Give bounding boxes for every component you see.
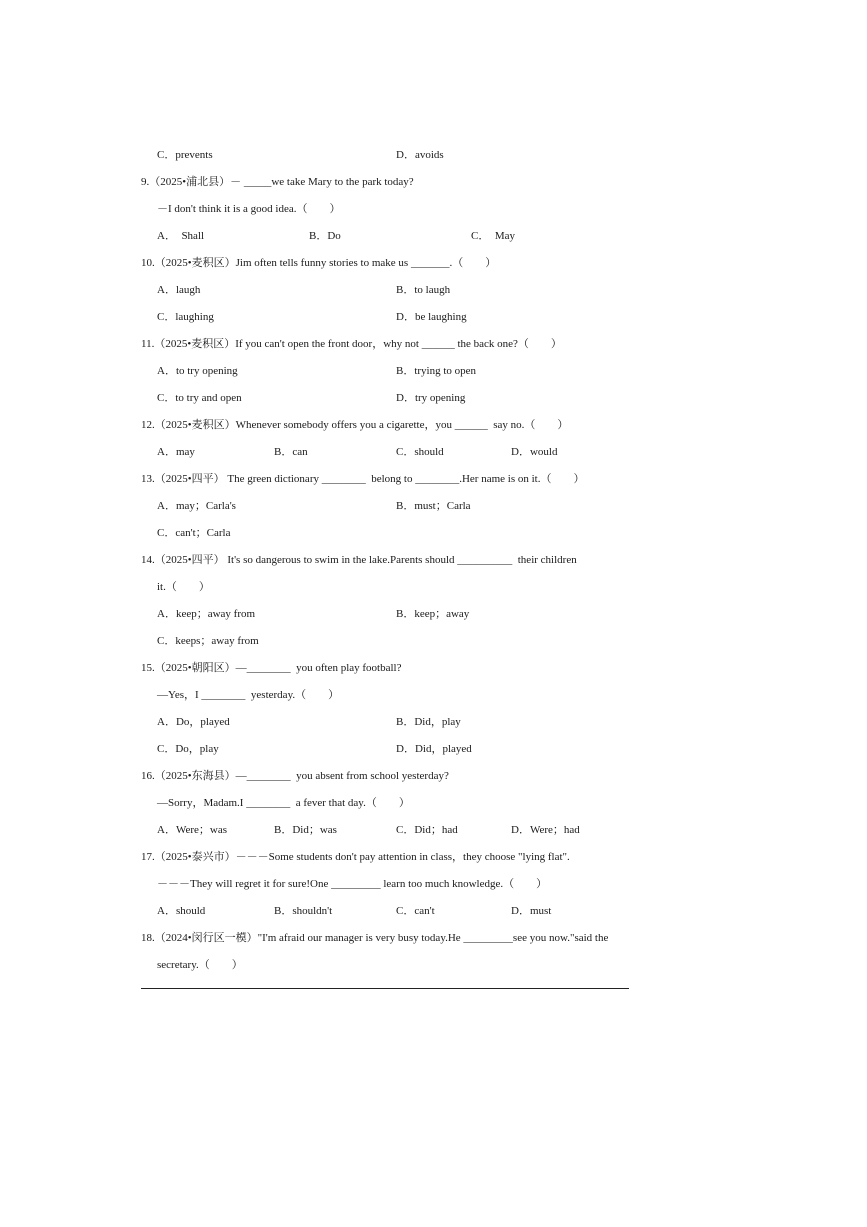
option-b: B．Do — [309, 230, 341, 242]
option-c: C．Did；had — [396, 824, 458, 836]
option-d: D．would — [511, 446, 558, 458]
option-a: A．laugh — [157, 284, 201, 296]
option-c: C．prevents — [157, 149, 213, 161]
question-12: 12.（2025•麦积区）Whenever somebody offers you a cigarette，you ______ say no.（ ） — [141, 419, 569, 431]
question-9-reply: －I don't think it is a good idea.（ ） — [157, 203, 341, 215]
option-b: B．can — [274, 446, 308, 458]
option-c: C． May — [471, 230, 515, 242]
option-a: A．to try opening — [157, 365, 238, 377]
option-c: C．laughing — [157, 311, 214, 323]
option-c: C．can't — [396, 905, 435, 917]
option-b: B．to laugh — [396, 284, 451, 296]
question-14: 14.（2025•四平） It's so dangerous to swim in the lake.Parents should __________ their children — [141, 554, 577, 566]
question-16-reply: —Sorry，Madam.I ________ a fever that day.（ ） — [157, 797, 410, 809]
option-a: A． Shall — [157, 230, 205, 242]
option-c: C．keeps；away from — [157, 635, 259, 647]
question-11: 11.（2025•麦积区）If you can't open the front door，why not ______ the back one?（ ） — [141, 338, 562, 350]
question-16: 16.（2025•东海县）—________ you absent from school yesterday? — [141, 770, 449, 782]
question-13: 13.（2025•四平） The green dictionary ________ belong to ________.Her name is on it.（ ） — [141, 473, 585, 485]
option-c: C．should — [396, 446, 444, 458]
footer-divider — [141, 988, 629, 989]
question-18: 18.（2024•闵行区一模）"I'm afraid our manager is very busy today.He _________see you now."said the — [141, 932, 609, 944]
option-d: D．try opening — [396, 392, 466, 404]
option-d: D．Were；had — [511, 824, 580, 836]
option-b: B．trying to open — [396, 365, 477, 377]
option-d: D．avoids — [396, 149, 444, 161]
question-15: 15.（2025•朝阳区）—________ you often play football? — [141, 662, 402, 674]
question-15-reply: —Yes，I ________ yesterday.（ ） — [157, 689, 340, 701]
question-9: 9.（2025•浦北县）－ _____we take Mary to the park today? — [141, 176, 414, 188]
option-d: D．must — [511, 905, 552, 917]
option-a: A．keep；away from — [157, 608, 256, 620]
question-17-reply: －－－They will regret it for sure!One _________ learn too much knowledge.（ ） — [157, 878, 548, 890]
option-c: C．Do，play — [157, 743, 219, 755]
option-a: A．may — [157, 446, 195, 458]
option-a: A．Were；was — [157, 824, 227, 836]
option-d: D．Did，played — [396, 743, 472, 755]
question-18-continued: secretary.（ ） — [157, 959, 243, 971]
option-a: A．may；Carla's — [157, 500, 236, 512]
option-b: B．Did；was — [274, 824, 337, 836]
option-c: C．can't；Carla — [157, 527, 231, 539]
question-10: 10.（2025•麦积区）Jim often tells funny stories to make us _______.（ ） — [141, 257, 497, 269]
option-c: C．to try and open — [157, 392, 242, 404]
option-b: B．must；Carla — [396, 500, 471, 512]
question-17: 17.（2025•泰兴市）－－－Some students don't pay attention in class，they choose "lying flat". — [141, 851, 570, 863]
option-a: A．should — [157, 905, 206, 917]
option-b: B．Did，play — [396, 716, 461, 728]
option-a: A．Do，played — [157, 716, 230, 728]
option-b: B．shouldn't — [274, 905, 333, 917]
option-d: D．be laughing — [396, 311, 467, 323]
option-b: B．keep；away — [396, 608, 470, 620]
question-14-continued: it.（ ） — [157, 581, 210, 593]
